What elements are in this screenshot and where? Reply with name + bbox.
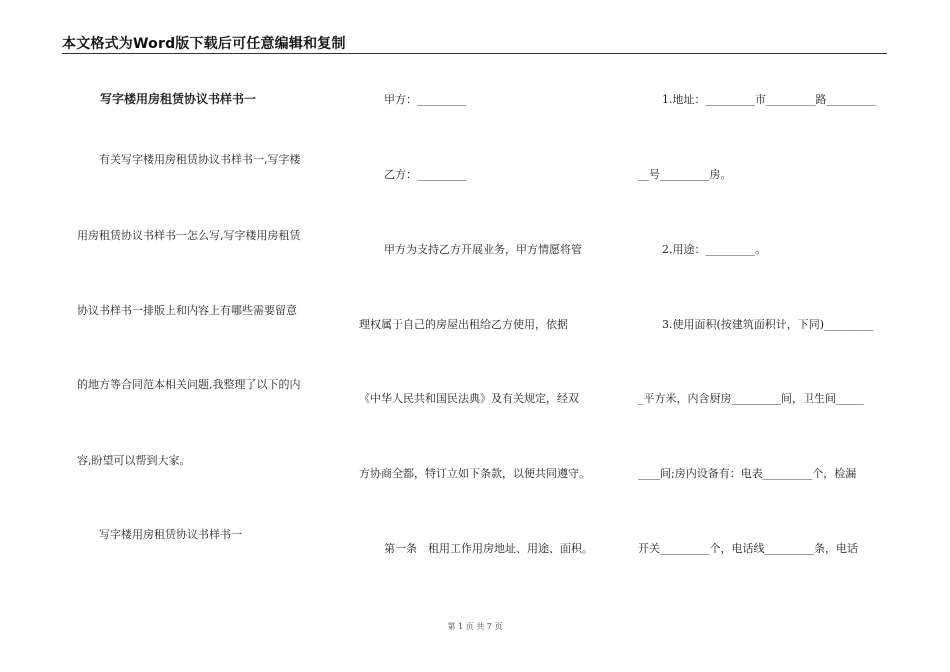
left-column-line: 用房租赁协议书样书一怎么写,写字楼用房租赁 xyxy=(77,229,301,242)
middle-column-line: 方协商全都，特订立如下条款，以便共同遵守。 xyxy=(359,467,590,480)
left-column-subheading: 写字楼用房租赁协议书样书一 xyxy=(99,528,242,541)
right-column-line: 2.用途：_________。 xyxy=(662,243,766,256)
right-column-line: 开关_________个，电话线_________条，电话 xyxy=(638,542,858,555)
middle-column-line: 理权属于自己的房屋出租给乙方使用，依据 xyxy=(359,318,568,331)
middle-column-line: 甲方：_________ xyxy=(384,93,467,106)
left-column-line: 的地方等合同范本相关问题,我整理了以下的内 xyxy=(77,378,301,391)
right-column-line: __号_________房。 xyxy=(638,168,732,181)
right-column-line: 3.使用面积(按建筑面积计，下同)_________ xyxy=(662,318,874,331)
left-column-line: 容,盼望可以帮到大家。 xyxy=(77,454,191,467)
page-number: 第 1 页 共 7 页 xyxy=(447,622,503,631)
middle-column-line: 乙方：_________ xyxy=(384,168,467,181)
right-column-line: _平方米，内含厨房_________间，卫生间_____ xyxy=(638,392,864,405)
middle-column-line: 《中华人民共和国民法典》及有关规定，经双 xyxy=(359,392,579,405)
middle-column-line: 第一条 租用工作用房地址、用途、面积。 xyxy=(384,542,593,555)
document-header-title: 本文格式为Word版下载后可任意编辑和复制 xyxy=(62,36,346,52)
document-title: 写字楼用房租赁协议书样书一 xyxy=(100,92,257,106)
middle-column-line: 甲方为支持乙方开展业务，甲方情愿将管 xyxy=(384,243,582,256)
left-column-line: 有关写字楼用房租赁协议书样书一,写字楼 xyxy=(99,153,301,166)
right-column-line: 1.地址：_________市_________路_________ xyxy=(662,93,876,106)
right-column-line: ____间;房内设备有：电表_________个，检漏 xyxy=(638,467,857,480)
header-divider xyxy=(62,53,887,54)
left-column-line: 协议书样书一排版上和内容上有哪些需要留意 xyxy=(77,304,297,317)
